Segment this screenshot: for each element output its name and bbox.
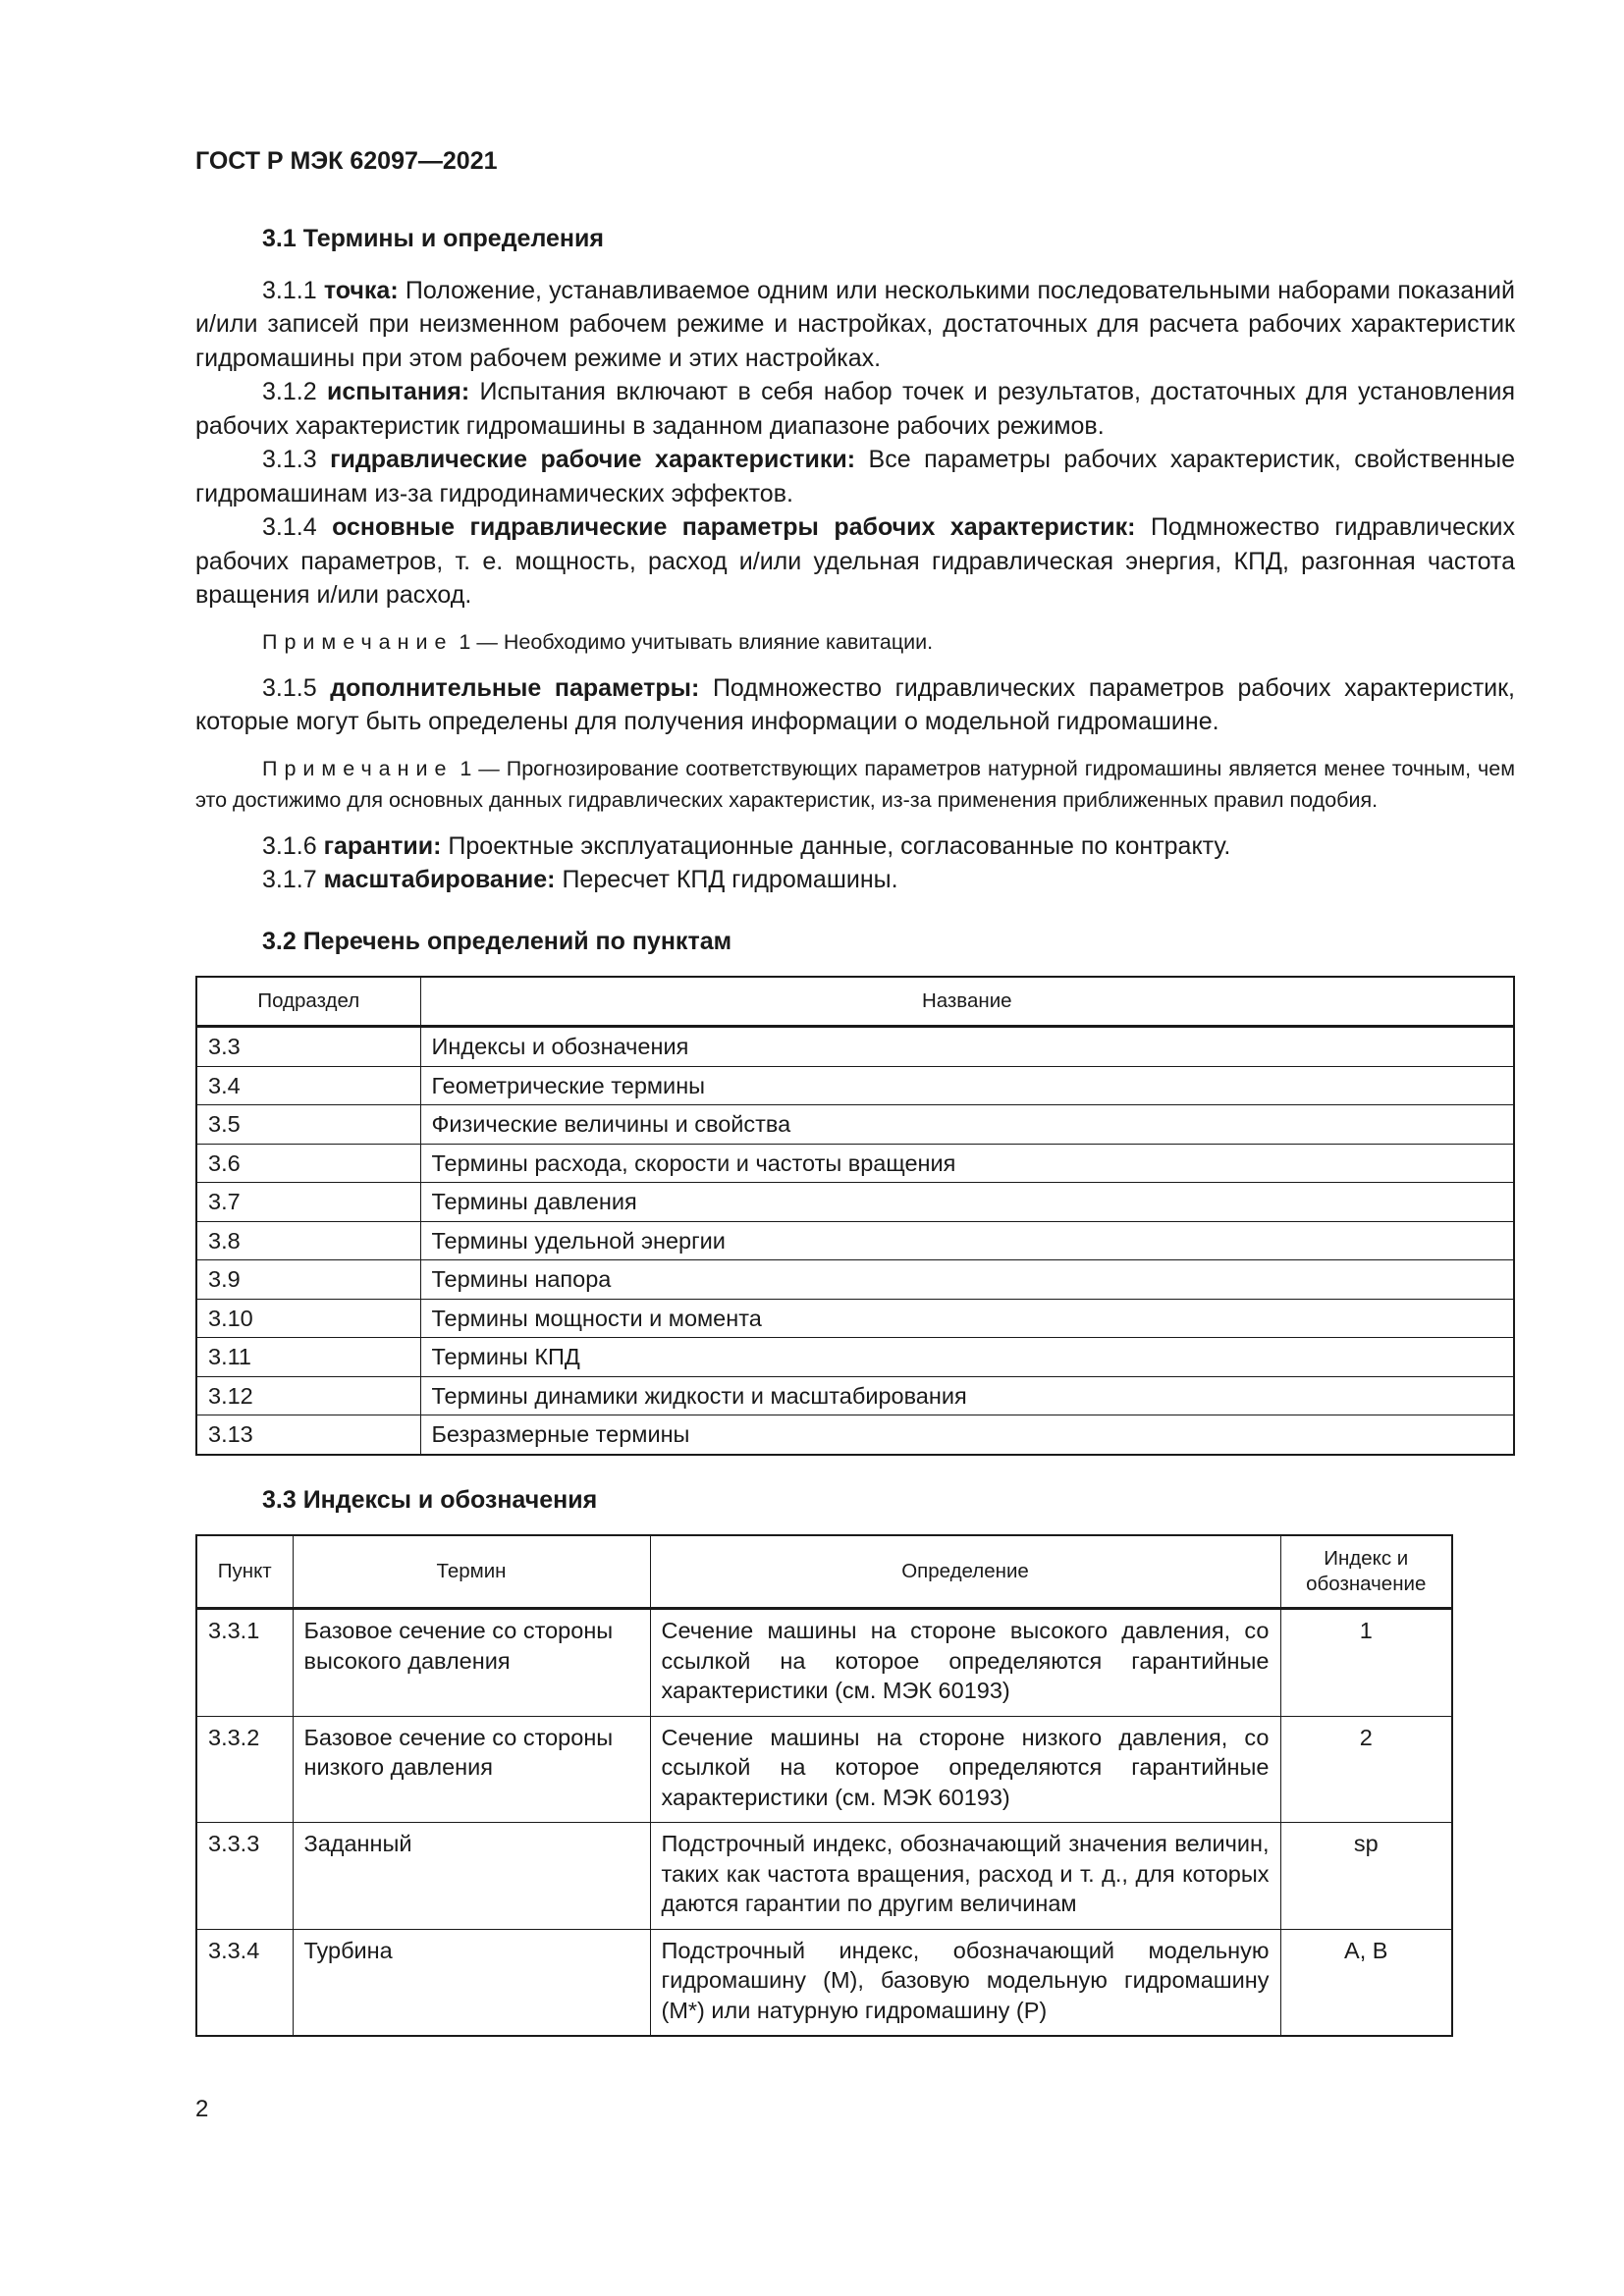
subsection-cell: 3.13 bbox=[196, 1415, 420, 1455]
table-row bbox=[196, 1183, 1514, 1222]
definition-text: Пересчет КПД гидромашины. bbox=[555, 866, 898, 893]
column-header: Определение bbox=[650, 1535, 1280, 1609]
note-label: Примечание bbox=[262, 756, 454, 780]
definition-text: Подмножество гидравлических рабочих параметров, т. е. мощность, расход и/или удельная гидравлическая энергия, КПД, разгонная частота вращения и/или расход. bbox=[195, 513, 1515, 609]
subsection-cell: 3.3 bbox=[196, 1027, 420, 1067]
section-heading-3-2: 3.2 Перечень определений по пунктам bbox=[262, 927, 732, 955]
table-row bbox=[196, 1299, 1514, 1338]
definition-3-1-3 bbox=[195, 443, 1515, 510]
subsection-cell: 3.12 bbox=[196, 1376, 420, 1415]
item-cell: 3.3.4 bbox=[196, 1929, 293, 2036]
term-cell: Турбина bbox=[293, 1929, 650, 2036]
definition-cell: Подстрочный индекс, обозначающий модельную гидромашину (M), базовую модельную гидромашину (M*) или натурную гидромашину (P) bbox=[650, 1929, 1280, 2036]
index-cell: 1 bbox=[1280, 1609, 1452, 1717]
title-cell: Термины давления bbox=[420, 1183, 1514, 1222]
definitions-list-table bbox=[195, 976, 1515, 1456]
table-row bbox=[196, 1066, 1514, 1105]
definition-term: гидравлические рабочие характеристики: bbox=[330, 446, 856, 473]
title-cell: Геометрические термины bbox=[420, 1066, 1514, 1105]
table-row bbox=[196, 1609, 1452, 1717]
definition-term: масштабирование: bbox=[323, 866, 556, 893]
item-cell: 3.3.1 bbox=[196, 1609, 293, 1717]
definition-number: 3.1.5 bbox=[262, 673, 331, 702]
title-cell: Безразмерные термины bbox=[420, 1415, 1514, 1455]
term-cell: Базовое сечение со стороны высокого давления bbox=[293, 1609, 650, 1717]
note-text: 1 — Прогнозирование соответствующих параметров натурной гидромашины является менее точным, чем это достижимо для основных данных гидравлических характеристик, из-за применения приближенных правил подобия. bbox=[195, 756, 1515, 812]
subsection-cell: 3.6 bbox=[196, 1144, 420, 1183]
definition-number: 3.1.2 bbox=[262, 378, 327, 405]
section-heading-3-3: 3.3 Индексы и обозначения bbox=[262, 1485, 598, 1514]
definition-number: 3.1.6 bbox=[262, 831, 324, 860]
definition-term: дополнительные параметры: bbox=[330, 673, 700, 702]
definition-number: 3.1.4 bbox=[262, 513, 333, 541]
definition-number: 3.1.7 bbox=[262, 866, 324, 893]
title-cell: Термины мощности и момента bbox=[420, 1299, 1514, 1338]
page-number: 2 bbox=[195, 2096, 209, 2122]
note-1 bbox=[195, 626, 1515, 658]
definition-text: Испытания включают в себя набор точек и результатов, достаточных для установления рабочих характеристик гидромашины в заданном диапазоне рабочих режимов. bbox=[195, 378, 1515, 440]
standard-code: ГОСТ Р МЭК 62097—2021 bbox=[195, 147, 498, 175]
item-cell: 3.3.3 bbox=[196, 1823, 293, 1930]
definition-number: 3.1.3 bbox=[262, 446, 331, 473]
column-header: Индекс и обозначение bbox=[1280, 1535, 1452, 1609]
table-header-row bbox=[196, 977, 1514, 1027]
table-row bbox=[196, 1929, 1452, 2036]
definition-3-1-7 bbox=[195, 863, 1515, 897]
definition-number: 3.1.1 bbox=[262, 276, 324, 304]
subsection-cell: 3.11 bbox=[196, 1338, 420, 1377]
column-header: Термин bbox=[293, 1535, 650, 1609]
document-body bbox=[195, 222, 1515, 2037]
table-row bbox=[196, 1415, 1514, 1455]
title-cell: Термины напора bbox=[420, 1260, 1514, 1300]
subsection-cell: 3.8 bbox=[196, 1221, 420, 1260]
title-cell: Физические величины и свойства bbox=[420, 1105, 1514, 1145]
definition-3-1-6 bbox=[195, 829, 1515, 864]
table-header-row bbox=[196, 1535, 1452, 1609]
subsection-cell: 3.7 bbox=[196, 1183, 420, 1222]
column-header: Подраздел bbox=[196, 977, 420, 1027]
definition-3-1-4 bbox=[195, 510, 1515, 613]
table-row bbox=[196, 1823, 1452, 1930]
table-row bbox=[196, 1105, 1514, 1145]
definition-text: Проектные эксплуатационные данные, согласованные по контракту. bbox=[441, 831, 1231, 860]
definition-text: Подмножество гидравлических параметров рабочих характеристик, которые могут быть определены для получения информации о модельной гидромашине. bbox=[195, 673, 1516, 735]
indices-table bbox=[195, 1534, 1453, 2037]
title-cell: Термины расхода, скорости и частоты вращения bbox=[420, 1144, 1514, 1183]
subsection-cell: 3.10 bbox=[196, 1299, 420, 1338]
definition-term: гарантии: bbox=[323, 831, 442, 860]
table-row bbox=[196, 1221, 1514, 1260]
section-heading-3-1: 3.1 Термины и определения bbox=[262, 225, 604, 252]
index-cell: A, B bbox=[1280, 1929, 1452, 2036]
definition-3-1-1 bbox=[195, 274, 1515, 376]
definition-term: точка: bbox=[323, 276, 399, 304]
table-row bbox=[196, 1027, 1514, 1067]
definition-text: Все параметры рабочих характеристик, свойственные гидромашинам из-за гидродинамических эффектов. bbox=[195, 446, 1515, 507]
table-row bbox=[196, 1144, 1514, 1183]
item-cell: 3.3.2 bbox=[196, 1716, 293, 1823]
definition-term: испытания: bbox=[326, 378, 470, 405]
index-cell: sp bbox=[1280, 1823, 1452, 1930]
title-cell: Термины удельной энергии bbox=[420, 1221, 1514, 1260]
note-label: Примечание bbox=[262, 629, 454, 654]
term-cell: Заданный bbox=[293, 1823, 650, 1930]
subsection-cell: 3.5 bbox=[196, 1105, 420, 1145]
index-cell: 2 bbox=[1280, 1716, 1452, 1823]
column-header: Название bbox=[420, 977, 1514, 1027]
table-row bbox=[196, 1376, 1514, 1415]
note-2 bbox=[195, 753, 1515, 816]
definition-3-1-2 bbox=[195, 375, 1515, 443]
title-cell: Термины КПД bbox=[420, 1338, 1514, 1377]
definition-cell: Подстрочный индекс, обозначающий значения величин, таких как частота вращения, расход и т. д., для которых даются гарантии по другим величинам bbox=[650, 1823, 1280, 1930]
subsection-cell: 3.9 bbox=[196, 1260, 420, 1300]
title-cell: Индексы и обозначения bbox=[420, 1027, 1514, 1067]
term-cell: Базовое сечение со стороны низкого давления bbox=[293, 1716, 650, 1823]
definition-cell: Сечение машины на стороне высокого давления, со ссылкой на которое определяются гарантийные характеристики (см. МЭК 60193) bbox=[650, 1609, 1280, 1717]
subsection-cell: 3.4 bbox=[196, 1066, 420, 1105]
table-row bbox=[196, 1338, 1514, 1377]
column-header: Пункт bbox=[196, 1535, 293, 1609]
note-text: 1 — Необходимо учитывать влияние кавитации. bbox=[453, 629, 934, 654]
table-row bbox=[196, 1260, 1514, 1300]
table-row bbox=[196, 1716, 1452, 1823]
definition-text: Положение, устанавливаемое одним или несколькими последовательными наборами показаний и/или записей при неизменном рабочем режиме и настройках, достаточных для расчета рабочих характеристик гидромашины при этом рабочем режиме и этих настройках. bbox=[195, 276, 1515, 372]
title-cell: Термины динамики жидкости и масштабирования bbox=[420, 1376, 1514, 1415]
definition-term: основные гидравлические параметры рабочих характеристик: bbox=[332, 513, 1136, 541]
definition-3-1-5 bbox=[195, 671, 1515, 739]
definition-cell: Сечение машины на стороне низкого давления, со ссылкой на которое определяются гарантийные характеристики (см. МЭК 60193) bbox=[650, 1716, 1280, 1823]
